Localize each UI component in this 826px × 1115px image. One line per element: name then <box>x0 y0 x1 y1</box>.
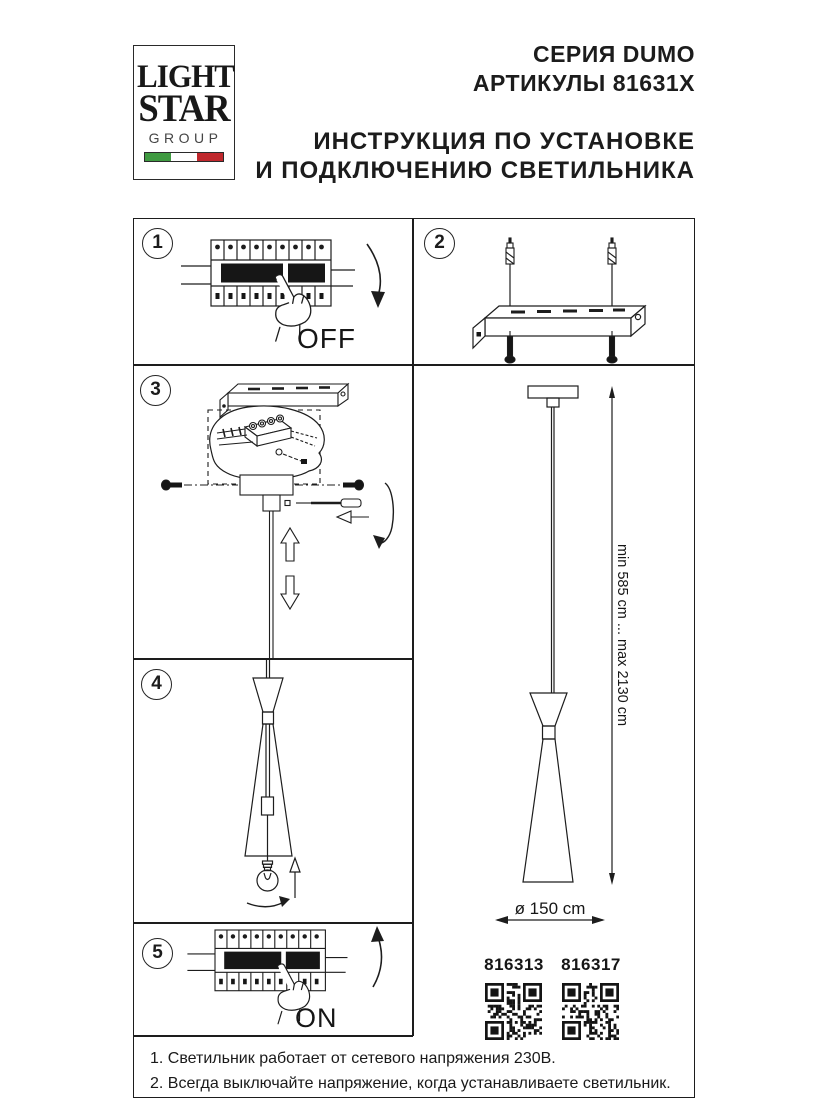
bulb-up-arrow <box>290 858 300 898</box>
logo-word-group: GROUP <box>148 130 223 146</box>
qr-code-right <box>562 983 619 1040</box>
step1-breakers-off-drawing <box>133 218 413 364</box>
step-1-number: 1 <box>142 228 173 259</box>
on-label: ON <box>295 1003 338 1033</box>
instruction-title-line1: ИНСТРУКЦИЯ ПО УСТАНОВКЕ <box>313 128 695 155</box>
pendant-lamp-full-drawing <box>523 386 578 882</box>
bulb-rotation-arrow <box>247 896 290 907</box>
rotation-arrow <box>373 483 393 549</box>
mounting-bracket-drawing <box>473 306 645 348</box>
logo-word-star: STAR <box>138 87 230 130</box>
height-dimension-label: min 585 cm ... max 2130 cm <box>614 543 630 727</box>
row-divider-4 <box>133 1035 413 1037</box>
step-4-number: 4 <box>141 669 172 700</box>
diameter-dimension-label: ø 150 cm <box>514 899 586 918</box>
on-direction-arrow <box>371 926 384 987</box>
footnotes <box>150 1047 671 1096</box>
step-5-number: 5 <box>142 938 173 969</box>
instruction-title-line2: И ПОДКЛЮЧЕНИЮ СВЕТИЛЬНИКА <box>255 157 695 184</box>
italian-flag-icon <box>144 152 224 162</box>
breaker-row-drawing <box>181 240 355 306</box>
step-3-number: 3 <box>140 375 171 406</box>
anchor-bolt-left <box>506 238 514 264</box>
step5-breakers-on-drawing <box>133 923 413 1035</box>
flag-green <box>145 153 171 161</box>
screwdriver-icon <box>296 499 361 507</box>
qr-code-left <box>485 983 542 1040</box>
unscrew-direction-arrow <box>337 511 369 523</box>
article-number-left: 816313 <box>484 955 544 974</box>
step4-lamp-drawing <box>133 659 413 922</box>
article-number-right: 816317 <box>561 955 621 974</box>
logo-word-light: LIGHT <box>137 59 235 95</box>
footnote-2: 2. Всегда выключайте напряжение, когда устанавливаете светильник. <box>150 1074 671 1092</box>
bulb-drawing <box>257 861 278 891</box>
step3-wiring-drawing <box>133 365 413 658</box>
step-2-number: 2 <box>424 228 455 259</box>
flag-white <box>171 153 197 161</box>
lightstar-logo <box>133 45 235 180</box>
flag-red <box>197 153 223 161</box>
series-title: СЕРИЯ DUMO <box>532 41 695 67</box>
pendant-lamp-drawing <box>245 659 292 861</box>
adjust-up-arrow <box>281 528 299 561</box>
canopy-drawing <box>162 475 364 511</box>
terminal-block-detail <box>210 406 325 480</box>
footnote-1: 1. Светильник работает от сетевого напряжения 230В. <box>150 1050 556 1067</box>
anchor-bolt-right <box>608 238 616 264</box>
off-direction-arrow <box>367 244 385 308</box>
breaker-row-drawing <box>187 930 347 991</box>
off-label: OFF <box>297 323 356 354</box>
header-titles <box>255 40 695 185</box>
adjust-down-arrow <box>281 576 299 609</box>
lamp-dimensions-drawing <box>413 365 695 1098</box>
articles-title: АРТИКУЛЫ 81631X <box>472 70 695 96</box>
step2-bracket-drawing <box>413 218 695 364</box>
